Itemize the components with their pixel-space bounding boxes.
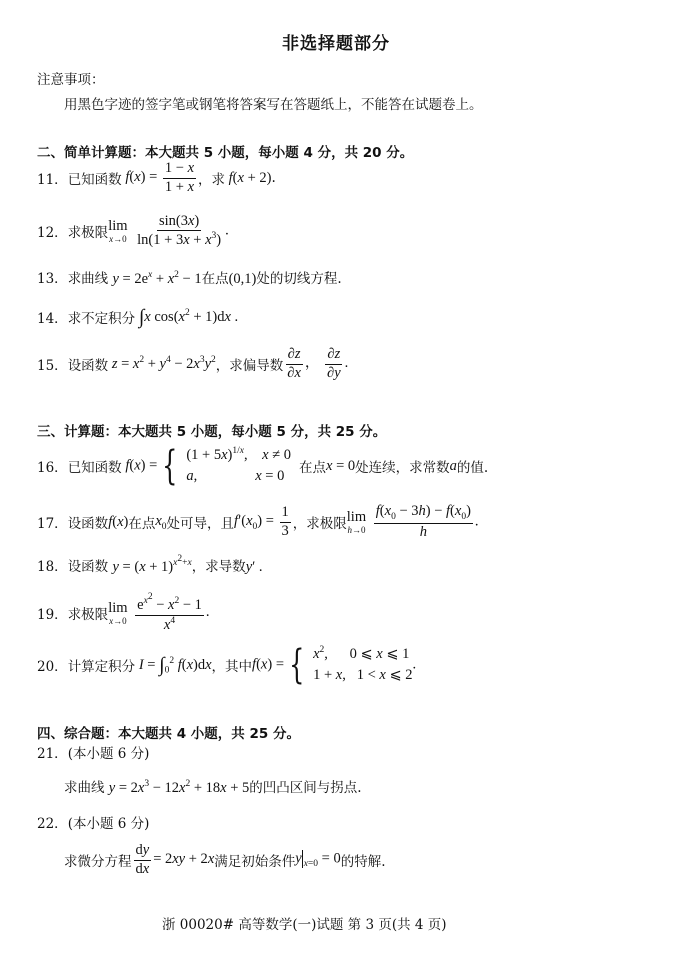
question-12: 12． 求极限 lim x→0 $\frac{\sin(3x)}{\ln(1 + 3x + x^3)}$ . bbox=[37, 212, 229, 248]
notice-heading: 注意事项： bbox=[37, 72, 105, 88]
question-11: 11． 已知函数 f(x) = $\frac{1 - x}{1 + x}$ ，求 f(x + 2) . bbox=[37, 160, 276, 195]
q11-formula: f(x) = $\frac{1 - x}{1 + x}$ bbox=[125, 160, 195, 195]
section-3-heading: 三、计算题：本大题共 5 小题，每小题 5 分，共 25 分。 bbox=[37, 424, 387, 440]
question-22-body: 求微分方程 $\frac{dy}{dx}$ = 2xy + 2x 满足初始条件 y $_{x=0}$ = 0 的特解. bbox=[64, 842, 386, 877]
section-4-heading: 四、综合题：本大题共 4 小题，共 25 分。 bbox=[37, 726, 300, 742]
question-13: 13．求曲线 $y = 2e^x + x^2 - 1$在点(0,1)处的切线方程. bbox=[37, 270, 342, 287]
question-14: 14． 求不定积分 ∫x $\cos(x^2 + 1)dx$ . bbox=[37, 305, 239, 328]
section-2-heading: 二、简单计算题：本大题共 5 小题，每小题 4 分，共 20 分。 bbox=[37, 145, 414, 161]
question-16: 16． 已知函数 f(x) = { $(1 + 5x)^{1/x}$, x ≠ 0 a, x = 0 在点 x = 0 处连续，求常数 a 的值. bbox=[37, 443, 489, 489]
question-20: 20． 计算定积分 $I = \int_0^2$ f(x)dx ，其中 f(x) = { $x^2$, 0 ⩽ x ⩽ 1 1 + x, 1 < x ⩽ 2 . bbox=[37, 642, 417, 688]
question-21-body: 求曲线 $y = 2x^3 - 12x^2 + 18x + 5$的凹凸区间与拐点. bbox=[64, 779, 362, 796]
page-footer: 浙 00020# 高等数学(一)试题 第 3 页(共 4 页) bbox=[162, 917, 447, 933]
question-22-header: 22．(本小题 6 分) bbox=[37, 816, 150, 832]
q12-formula: lim x→0 $\frac{\sin(3x)}{\ln(1 + 3x + x^3)}$ . bbox=[108, 212, 229, 248]
question-15: 15． 设函数 $z = x^2 + y^4 - 2x^3y^2$ ，求偏导数 $\frac{\partial z}{\partial x}$ ， $\frac{\partial z}{\partial y}$ . bbox=[37, 346, 349, 381]
question-19: 19． 求极限 lim x→0 $\frac{e^{x^2} - x^2 - 1}{x^4}$ . bbox=[37, 592, 210, 633]
notice-body: 用黑色字迹的签字笔或钢笔将答案写在答题纸上，不能答在试题卷上。 bbox=[64, 97, 483, 113]
page-title: 非选择题部分 bbox=[282, 34, 390, 54]
question-17: 17． 设函数 f(x) 在点 $x_0$ 处可导，且 $f'(x_0)$ = $\frac{1}{3}$ ，求极限 lim h→0 $\frac{f(x_0 - 3h) - f(x_0)}{h}$ . bbox=[37, 502, 479, 540]
question-18: 18．设函数 $y = (x + 1)^{x^2+x}$，求导数y′ . bbox=[37, 554, 263, 575]
question-21-header: 21．(本小题 6 分) bbox=[37, 746, 150, 762]
